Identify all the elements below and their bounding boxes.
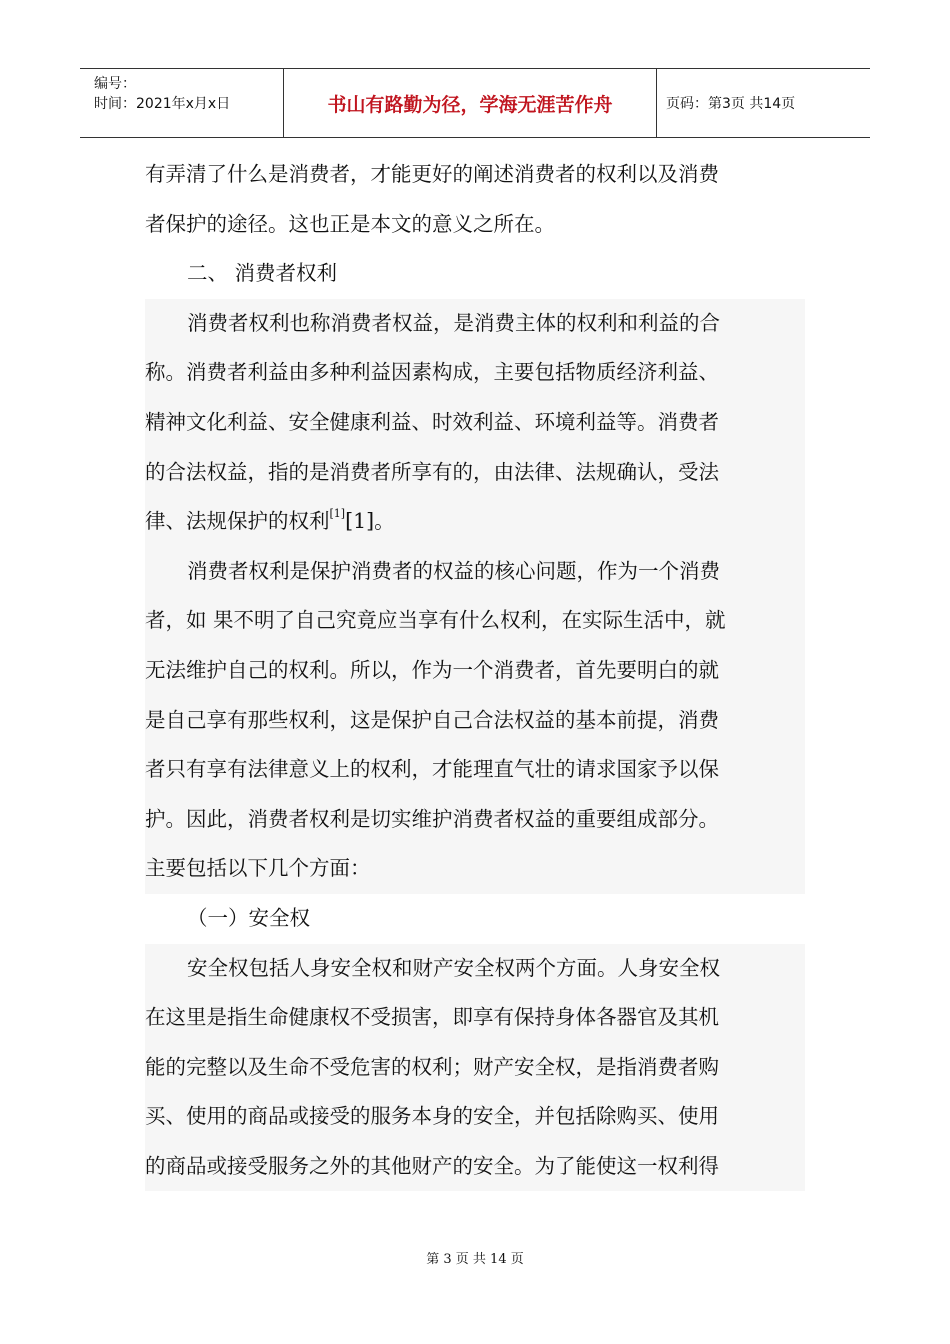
number-label: 编号： bbox=[94, 76, 136, 92]
paragraph-rights-definition bbox=[145, 299, 805, 547]
paragraph-rights-importance bbox=[145, 547, 805, 894]
text-line: 的商品或接受服务之外的其他财产的安全。为了能使这一权利得 bbox=[145, 1153, 719, 1178]
subsection-heading: （一）安全权 bbox=[187, 905, 310, 930]
text-line: 者，如 果不明了自己究竟应当享有什么权利，在实际生活中，就 bbox=[145, 608, 726, 633]
text-line: 主要包括以下几个方面： bbox=[145, 856, 371, 881]
header-motto-cell bbox=[283, 69, 657, 137]
text-line: 能的完整以及生命不受危害的权利；财产安全权，是指消费者购 bbox=[145, 1054, 719, 1079]
text-line: 消费者权利也称消费者权益，是消费主体的权利和利益的合 bbox=[187, 310, 720, 335]
citation-superscript: [1] bbox=[329, 507, 346, 521]
text-line: 无法维护自己的权利。所以，作为一个消费者，首先要明白的就 bbox=[145, 657, 719, 682]
section-heading: 二、 消费者权利 bbox=[187, 261, 338, 286]
text-line: 精神文化利益、安全健康利益、时效利益、环境利益等。消费者 bbox=[145, 409, 719, 434]
text-line: 是自己享有那些权利，这是保护自己合法权益的基本前提，消费 bbox=[145, 707, 719, 732]
paragraph-safety-right bbox=[145, 944, 805, 1192]
page-info: 页码：第3页 共14页 bbox=[666, 96, 796, 112]
text-line: 的合法权益，指的是消费者所享有的，由法律、法规确认，受法 bbox=[145, 459, 719, 484]
text-segment: 律、法规保护的权利 bbox=[145, 509, 330, 534]
text-line: 在这里是指生命健康权不受损害，即享有保持身体各器官及其机 bbox=[145, 1005, 719, 1030]
time-label: 时间：2021年x月x日 bbox=[94, 96, 231, 112]
text-line: 安全权包括人身安全权和财产安全权两个方面。人身安全权 bbox=[187, 955, 720, 980]
header-page-cell bbox=[656, 69, 870, 137]
motto-text: 书山有路勤为径，学海无涯苦作舟 bbox=[327, 93, 613, 116]
header-left-cell bbox=[80, 69, 283, 137]
text-line: 者只有享有法律意义上的权利，才能理直气壮的请求国家予以保 bbox=[145, 757, 719, 782]
page-footer: 第 3 页 共 14 页 bbox=[426, 1252, 524, 1267]
text-line: 消费者权利是保护消费者的权益的核心问题，作为一个消费 bbox=[187, 558, 720, 583]
text-line: 护。因此，消费者权利是切实维护消费者权益的重要组成部分。 bbox=[145, 806, 719, 831]
text-line: 有弄清了什么是消费者，才能更好的阐述消费者的权利以及消费 bbox=[145, 162, 719, 186]
text-line-with-citation bbox=[145, 497, 805, 547]
text-line: 者保护的途径。这也正是本文的意义之所在。 bbox=[145, 211, 555, 236]
citation-inline: [1]。 bbox=[345, 509, 395, 534]
page-header bbox=[80, 68, 870, 138]
text-line: 称。消费者利益由多种利益因素构成，主要包括物质经济利益、 bbox=[145, 360, 719, 385]
text-line: 买、使用的商品或接受的服务本身的安全，并包括除购买、使用 bbox=[145, 1104, 719, 1129]
document-body bbox=[145, 150, 805, 1191]
